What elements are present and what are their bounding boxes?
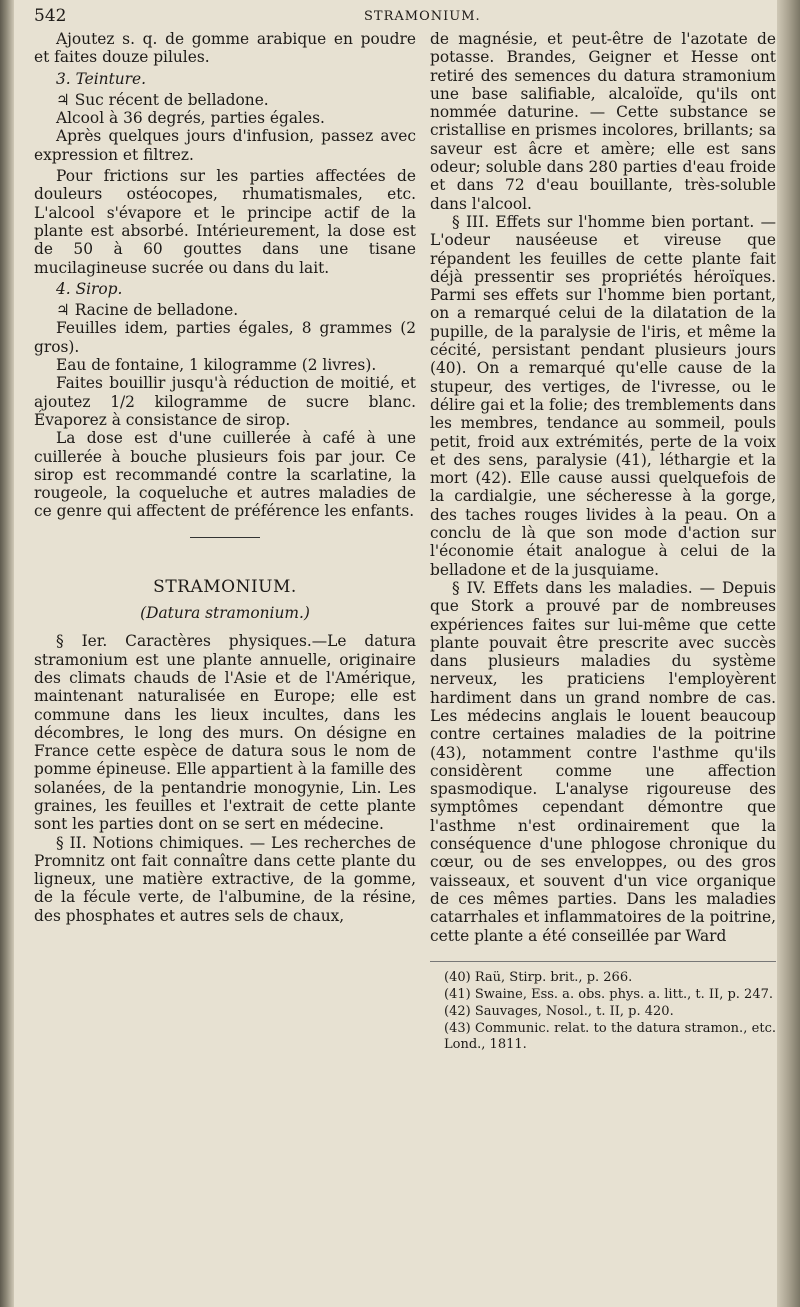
paragraph: Après quelques jours d'infusion, passez avec expression et filtrez.	[34, 127, 416, 164]
page-number: 542	[34, 6, 67, 26]
paragraph: § Ier. Caractères physiques.—Le datura stramonium est une plante annuelle, originaire des climats chauds de l'Asie et de l'Amérique, maintenant naturalisée en Europe; elle est commune dans les lieux incultes, dans les décombres, le long des murs. On désigne en France cette espèce de datura sous le nom de pomme épineuse. Elle appartient à la famille des solanées, de la pentandrie monogynie, Lin. Les graines, les feuilles et l'extrait de cette plante sont les parties dont on se sert en médecine.	[34, 632, 416, 834]
paragraph: La dose est d'une cuillerée à café à une cuillerée à bouche plusieurs fois par jour. Ce sirop est recommandé contre la scarlatine, la rougeole, la coqueluche et autres maladies de ce genre qui affectent de préférence les enfants.	[34, 429, 416, 521]
footnote: (40) Raü, Stirp. brit., p. 266.	[444, 969, 633, 985]
subheading: 4. Sirop.	[56, 279, 123, 298]
recipe-line: Feuilles idem, parties égales, 8 grammes (2 gros).	[34, 319, 416, 356]
page-edge-shadow	[777, 0, 800, 1307]
paragraph: § III. Effets sur l'homme bien portant. — L'odeur nauséeuse et vireuse que répandent les feuilles de cette plante fait déjà pressentir ses propriétés héroïques. Parmi ses effets sur l'homme bien portant, on a remarqué celui de la dilatation de la pupille, de la paralysie de l'iris, et même la cécité, persistant pendant plusieurs jours (40). On a remarqué qu'elle cause de la stupeur, des vertiges, de l'ivresse, ou le délire gai et la folie; des tremblements dans les membres, tendance au sommeil, pouls petit, froid aux extrémités, perte de la voix et des sens, paralysie (41), léthargie et la mort (42). Elle cause aussi quelquefois de la cardialgie, une sécheresse à la gorge, des taches rouges livides à la peau. On a conclu de là que son mode d'action sur l'économie était analogue à celui de la belladone et de la jusquiame.	[430, 212, 776, 579]
recipe-line: ♃ Racine de belladone.	[56, 301, 239, 320]
section-subtitle: (Datura stramonium.)	[140, 604, 310, 623]
paragraph: § IV. Effets dans les maladies. — Depuis que Stork a prouvé par de nombreuses expériences faites sur lui-même que cette plante pouvait être prescrite avec succès dans plusieurs maladies du système nerveux, les praticiens l'employèrent hardiment dans un grand nombre de cas. Les médecins anglais le louent beaucoup contre certaines maladies de la poitrine (43), notamment contre l'asthme qu'ils considèrent comme une affection spasmodique. L'analyse rigoureuse des symptômes cependant démontre que l'asthme n'est ordinairement que la conséquence d'une phlogose chronique du cœur, ou de ses enveloppes, ou des gros vaisseaux, et souvent d'un vice organique de ces mêmes parties. Dans les maladies catarrhales et inflammatoires de la poitrine, cette plante a été conseillée par Ward	[430, 578, 776, 945]
paragraph: § II. Notions chimiques. — Les recherches de Promnitz ont fait connaître dans cette plante du ligneux, une matière extractive, de la gomme, de la fécule verte, de l'albumine, de la résine, des phosphates et autres sels de chaux,	[34, 833, 416, 925]
page-binding-shadow	[0, 0, 14, 1307]
page-header	[34, 6, 764, 28]
paragraph: Ajoutez s. q. de gomme arabique en poudre et faites douze pilules.	[34, 30, 416, 67]
running-head: STRAMONIUM.	[364, 9, 481, 24]
footnote: (42) Sauvages, Nosol., t. II, p. 420.	[444, 1003, 674, 1019]
recipe-line: ♃ Suc récent de belladone.	[56, 90, 269, 109]
footnotes	[430, 961, 776, 1053]
subheading: 3. Teinture.	[56, 69, 147, 88]
section-title: STRAMONIUM.	[153, 576, 297, 597]
footnote: (43) Communic. relat. to the datura stramon., etc. Lond., 1811.	[444, 1020, 776, 1052]
left-column	[34, 30, 416, 925]
footnote: (41) Swaine, Ess. a. obs. phys. a. litt., t. II, p. 247.	[444, 986, 773, 1002]
recipe-line: Eau de fontaine, 1 kilogramme (2 livres).	[56, 356, 377, 375]
right-column	[430, 30, 776, 1054]
paragraph: Faites bouillir jusqu'à réduction de moitié, et ajoutez 1/2 kilogramme de sucre blanc. Évaporez à consistance de sirop.	[34, 374, 416, 429]
section-divider	[190, 537, 260, 538]
paragraph: Pour frictions sur les parties affectées de douleurs ostéocopes, rhumatismales, etc. L'alcool s'évapore et le principe actif de la plante est absorbé. Intérieurement, la dose est de 50 à 60 gouttes dans une tisane mucilagineuse sucrée ou dans du lait.	[34, 167, 416, 277]
paragraph: de magnésie, et peut-être de l'azotate de potasse. Brandes, Geigner et Hesse ont retiré des semences du datura stramonium une base salifiable, alcaloïde, qu'ils ont nommée daturine. — Cette substance se cristallise en prismes incolores, brillants; sa saveur est âcre et amère; elle est sans odeur; soluble dans 280 parties d'eau froide et dans 72 d'eau bouillante, très-soluble dans l'alcool.	[430, 30, 776, 213]
recipe-line: Alcool à 36 degrés, parties égales.	[56, 109, 325, 128]
